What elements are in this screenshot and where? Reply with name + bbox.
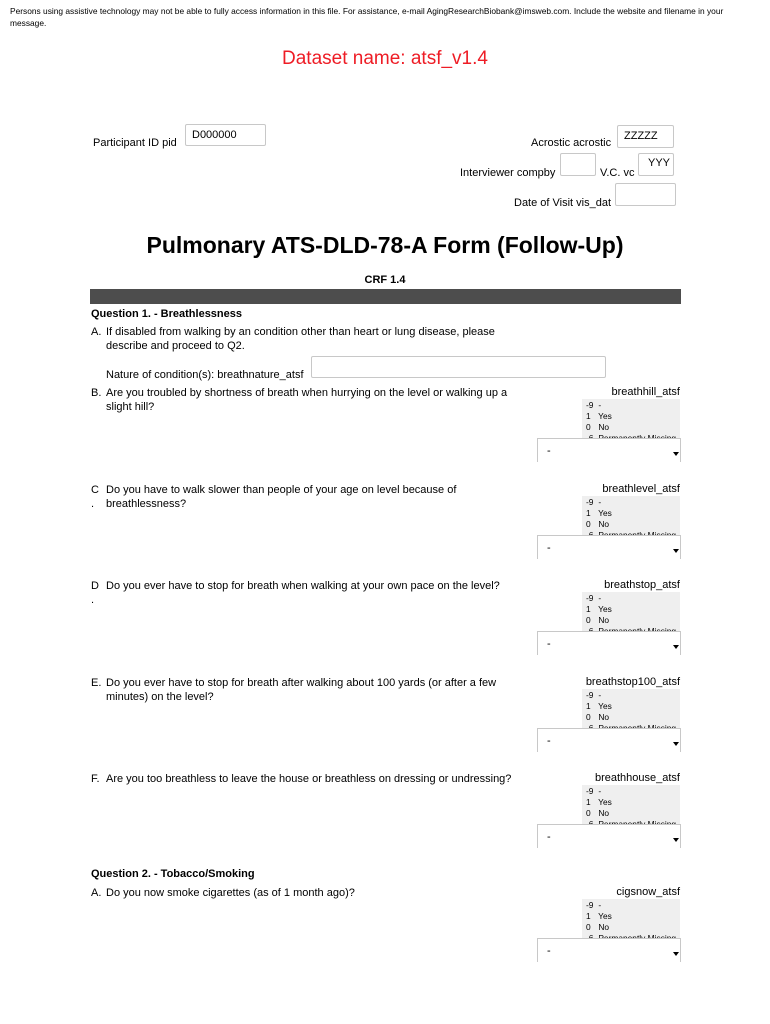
chevron-down-icon[interactable] — [673, 838, 679, 842]
option-item[interactable] — [586, 593, 680, 604]
option-code: 0 — [586, 519, 591, 529]
option-item[interactable] — [586, 797, 680, 808]
vc-field[interactable]: YYY — [638, 153, 674, 176]
option-code: 1 — [586, 701, 591, 711]
option-label: Yes — [596, 604, 612, 614]
option-code: 1 — [586, 604, 591, 614]
section-divider — [90, 289, 681, 304]
answer-dropdown[interactable] — [537, 824, 681, 848]
option-label: No — [596, 808, 610, 818]
visit-date-field[interactable] — [615, 183, 676, 206]
question-2-heading: Question 2. - Tobacco/Smoking — [91, 868, 255, 880]
question-item — [91, 386, 531, 416]
option-label: - — [596, 690, 602, 700]
nature-label: Nature of condition(s): breathnature_atsf — [106, 369, 304, 381]
acrostic-field[interactable]: ZZZZZ — [617, 125, 674, 148]
option-label: No — [596, 519, 610, 529]
acrostic-label: Acrostic acrostic — [531, 137, 612, 149]
question-letter: E. — [91, 677, 102, 689]
option-code: 0 — [586, 922, 591, 932]
option-code: 1 — [586, 508, 591, 518]
question-text: Do you ever have to stop for breath when walking at your own pace on the level? — [106, 580, 500, 592]
interviewer-label: Interviewer compby — [460, 167, 556, 179]
question-1-heading: Question 1. - Breathlessness — [91, 308, 242, 320]
option-label: - — [596, 786, 602, 796]
dropdown-value: - — [547, 735, 551, 747]
option-label: No — [596, 422, 610, 432]
dropdown-value: - — [547, 445, 551, 457]
option-code: 1 — [586, 411, 591, 421]
option-item[interactable] — [586, 808, 680, 819]
option-label: - — [596, 400, 602, 410]
option-code: 1 — [586, 797, 591, 807]
option-label: No — [596, 922, 610, 932]
option-code: 0 — [586, 712, 591, 722]
option-code: -9 — [586, 690, 594, 700]
form-title: Pulmonary ATS-DLD-78-A Form (Follow-Up) — [146, 232, 624, 258]
variable-name: breathhill_atsf — [611, 386, 680, 398]
question-letter: A. — [91, 887, 102, 899]
option-item[interactable] — [586, 508, 680, 519]
option-label: Yes — [596, 701, 612, 711]
interviewer-field[interactable] — [560, 153, 596, 176]
question-letter: B. — [91, 387, 102, 399]
chevron-down-icon[interactable] — [673, 549, 679, 553]
option-label: Yes — [596, 911, 612, 921]
option-code: 1 — [586, 911, 591, 921]
participant-id-field[interactable]: D000000 — [185, 124, 266, 146]
option-item[interactable] — [586, 690, 680, 701]
option-item[interactable] — [586, 615, 680, 626]
nature-field[interactable] — [311, 356, 606, 378]
option-code: -9 — [586, 593, 594, 603]
option-code: -9 — [586, 497, 594, 507]
option-item[interactable] — [586, 786, 680, 797]
question-letter: F. — [91, 773, 100, 785]
option-item[interactable] — [586, 911, 680, 922]
accessibility-notice: Persons using assistive technology may not be able to fully access information in this file. For assistance, e-mail AgingResearchBiobank@imsweb.com. Include the website and filename in your message. — [10, 6, 724, 28]
question-text: Are you troubled by shortness of breath when hurrying on the level or walking up a slight hill? — [106, 387, 508, 413]
option-item[interactable] — [586, 519, 680, 530]
dropdown-value: - — [547, 945, 551, 957]
option-code: -9 — [586, 786, 594, 796]
option-item[interactable] — [586, 701, 680, 712]
question-text: Are you too breathless to leave the house or breathless on dressing or undressing? — [106, 773, 512, 785]
chevron-down-icon[interactable] — [673, 742, 679, 746]
question-letter: A. — [91, 326, 102, 338]
question-text: Do you have to walk slower than people of your age on level because of breathlessness? — [106, 484, 457, 510]
option-item[interactable] — [586, 900, 680, 911]
chevron-down-icon[interactable] — [673, 645, 679, 649]
chevron-down-icon[interactable] — [673, 452, 679, 456]
option-code: -9 — [586, 900, 594, 910]
question-text: Do you ever have to stop for breath after walking about 100 yards (or after a few minutes) on the level? — [106, 677, 497, 703]
option-item[interactable] — [586, 422, 680, 433]
answer-dropdown[interactable] — [537, 438, 681, 462]
option-label: - — [596, 593, 602, 603]
option-code: 0 — [586, 422, 591, 432]
variable-name: breathstop100_atsf — [585, 676, 680, 688]
option-label: - — [596, 900, 602, 910]
question-letter: C . — [91, 484, 99, 510]
dropdown-value: - — [547, 831, 551, 843]
option-item[interactable] — [586, 411, 680, 422]
option-label: Yes — [596, 411, 612, 421]
option-label: Yes — [596, 797, 612, 807]
question-item — [91, 886, 531, 916]
dropdown-value: - — [547, 638, 551, 650]
option-label: - — [596, 497, 602, 507]
option-code: -9 — [586, 400, 594, 410]
option-item[interactable] — [586, 604, 680, 615]
option-item[interactable] — [586, 497, 680, 508]
option-code: 0 — [586, 615, 591, 625]
question-letter: D . — [91, 580, 99, 606]
question-item — [91, 579, 531, 609]
option-label: No — [596, 712, 610, 722]
option-code: 0 — [586, 808, 591, 818]
answer-dropdown[interactable] — [537, 938, 681, 962]
question-item — [91, 676, 531, 706]
variable-name: cigsnow_atsf — [616, 886, 680, 898]
question-text: Do you now smoke cigarettes (as of 1 month ago)? — [106, 887, 355, 899]
chevron-down-icon[interactable] — [673, 952, 679, 956]
option-item[interactable] — [586, 922, 680, 933]
variable-name: breathstop_atsf — [604, 579, 680, 591]
question-text: If disabled from walking by an condition other than heart or lung disease, please describe and proceed to Q2. — [106, 326, 495, 352]
vc-label: V.C. vc — [600, 167, 635, 179]
visit-date-label: Date of Visit vis_dat — [514, 197, 612, 209]
participant-id-label: Participant ID pid — [93, 137, 177, 149]
variable-name: breathhouse_atsf — [594, 772, 680, 784]
question-item — [91, 483, 531, 513]
answer-dropdown[interactable] — [537, 631, 681, 655]
crf-version: CRF 1.4 — [364, 274, 406, 286]
variable-name: breathlevel_atsf — [602, 483, 680, 495]
option-label: Yes — [596, 508, 612, 518]
option-item[interactable] — [586, 400, 680, 411]
option-item[interactable] — [586, 712, 680, 723]
question-item — [91, 772, 531, 802]
question-1a — [91, 325, 521, 355]
dataset-name: Dataset name: atsf_v1.4 — [282, 48, 488, 69]
option-label: No — [596, 615, 610, 625]
answer-dropdown[interactable] — [537, 728, 681, 752]
dropdown-value: - — [547, 542, 551, 554]
answer-dropdown[interactable] — [537, 535, 681, 559]
